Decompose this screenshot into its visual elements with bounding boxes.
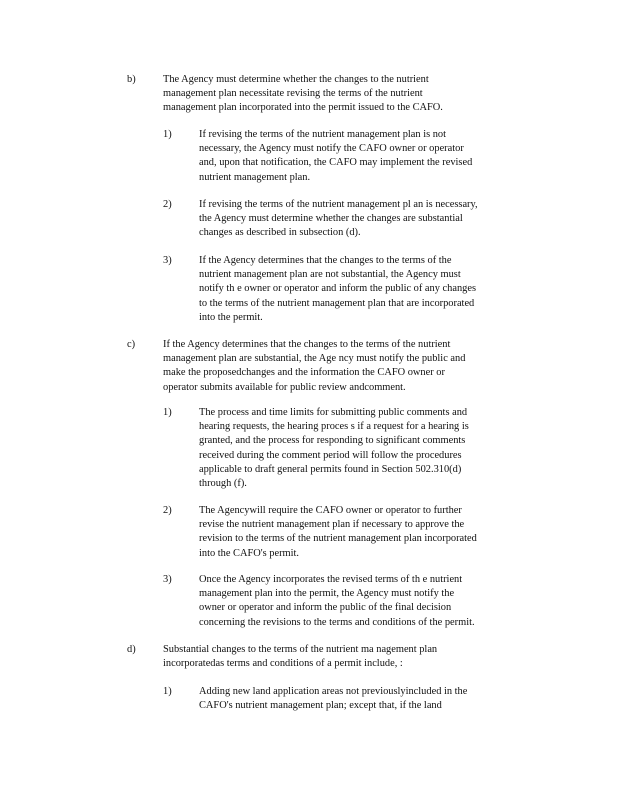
section-paragraph: If the Agency determines that the changes to the terms of the nutrient management plan are substantial, the Age ncy must notify the public and make the proposedchanges and the information the CAFO owner or operator submits available for public review andcomment. — [163, 339, 466, 393]
item-paragraph: The Agencywill require the CAFO owner or operator to further revise the nutrient management plan if necessary to approve the revision to the terms of the nutrient management plan incorporated into the CAFO's permit. — [199, 505, 477, 559]
item-paragraph: Once the Agency incorporates the revised terms of th e nutrient management plan into the permit, the Agency must notify the owner or operator and inform the public of the final decision concerning the revisions to the terms and conditions of the permit. — [199, 574, 475, 628]
item-paragraph: If revising the terms of the nutrient management pl an is necessary, the Agency must determine whether the changes are substantial changes as described in subsection (d). — [199, 199, 478, 239]
item-paragraph: If the Agency determines that the changes to the terms of the nutrient management plan are not substantial, the Agency must notify th e owner or operator and inform the public of any changes to the terms of the nutrient management plan that are incorporated into the permit. — [199, 255, 476, 323]
section-marker: d) — [127, 644, 136, 655]
item-marker: 3) — [163, 574, 172, 585]
section-paragraph: The Agency must determine whether the changes to the nutrient management plan necessitate revising the terms of the nutrient management plan incorporated into the permit issued to the CAFO. — [163, 74, 443, 114]
item-paragraph: The process and time limits for submitting public comments and hearing requests, the hearing proces s if a request for a hearing is granted, and the process for responding to significant comments received during the comment period will follow the procedures applicable to draft general permits found in Section 502.310(d) through (f). — [199, 407, 469, 490]
section-marker: c) — [127, 339, 136, 350]
item-marker: 1) — [163, 407, 172, 418]
item-marker: 2) — [163, 505, 172, 516]
section-marker: b) — [127, 74, 136, 85]
item-paragraph: If revising the terms of the nutrient management plan is not necessary, the Agency must notify the CAFO owner or operator and, upon that notification, the CAFO may implement the revised nutrient management plan. — [199, 129, 473, 183]
item-marker: 1) — [163, 686, 172, 697]
item-marker: 2) — [163, 199, 172, 210]
item-marker: 1) — [163, 129, 172, 140]
item-marker: 3) — [163, 255, 172, 266]
item-paragraph: Adding new land application areas not previouslyincluded in the CAFO's nutrient management plan; except that, if the land — [199, 686, 468, 712]
section-paragraph: Substantial changes to the terms of the nutrient ma nagement plan incorporatedas terms and conditions of a permit include, : — [163, 644, 438, 670]
